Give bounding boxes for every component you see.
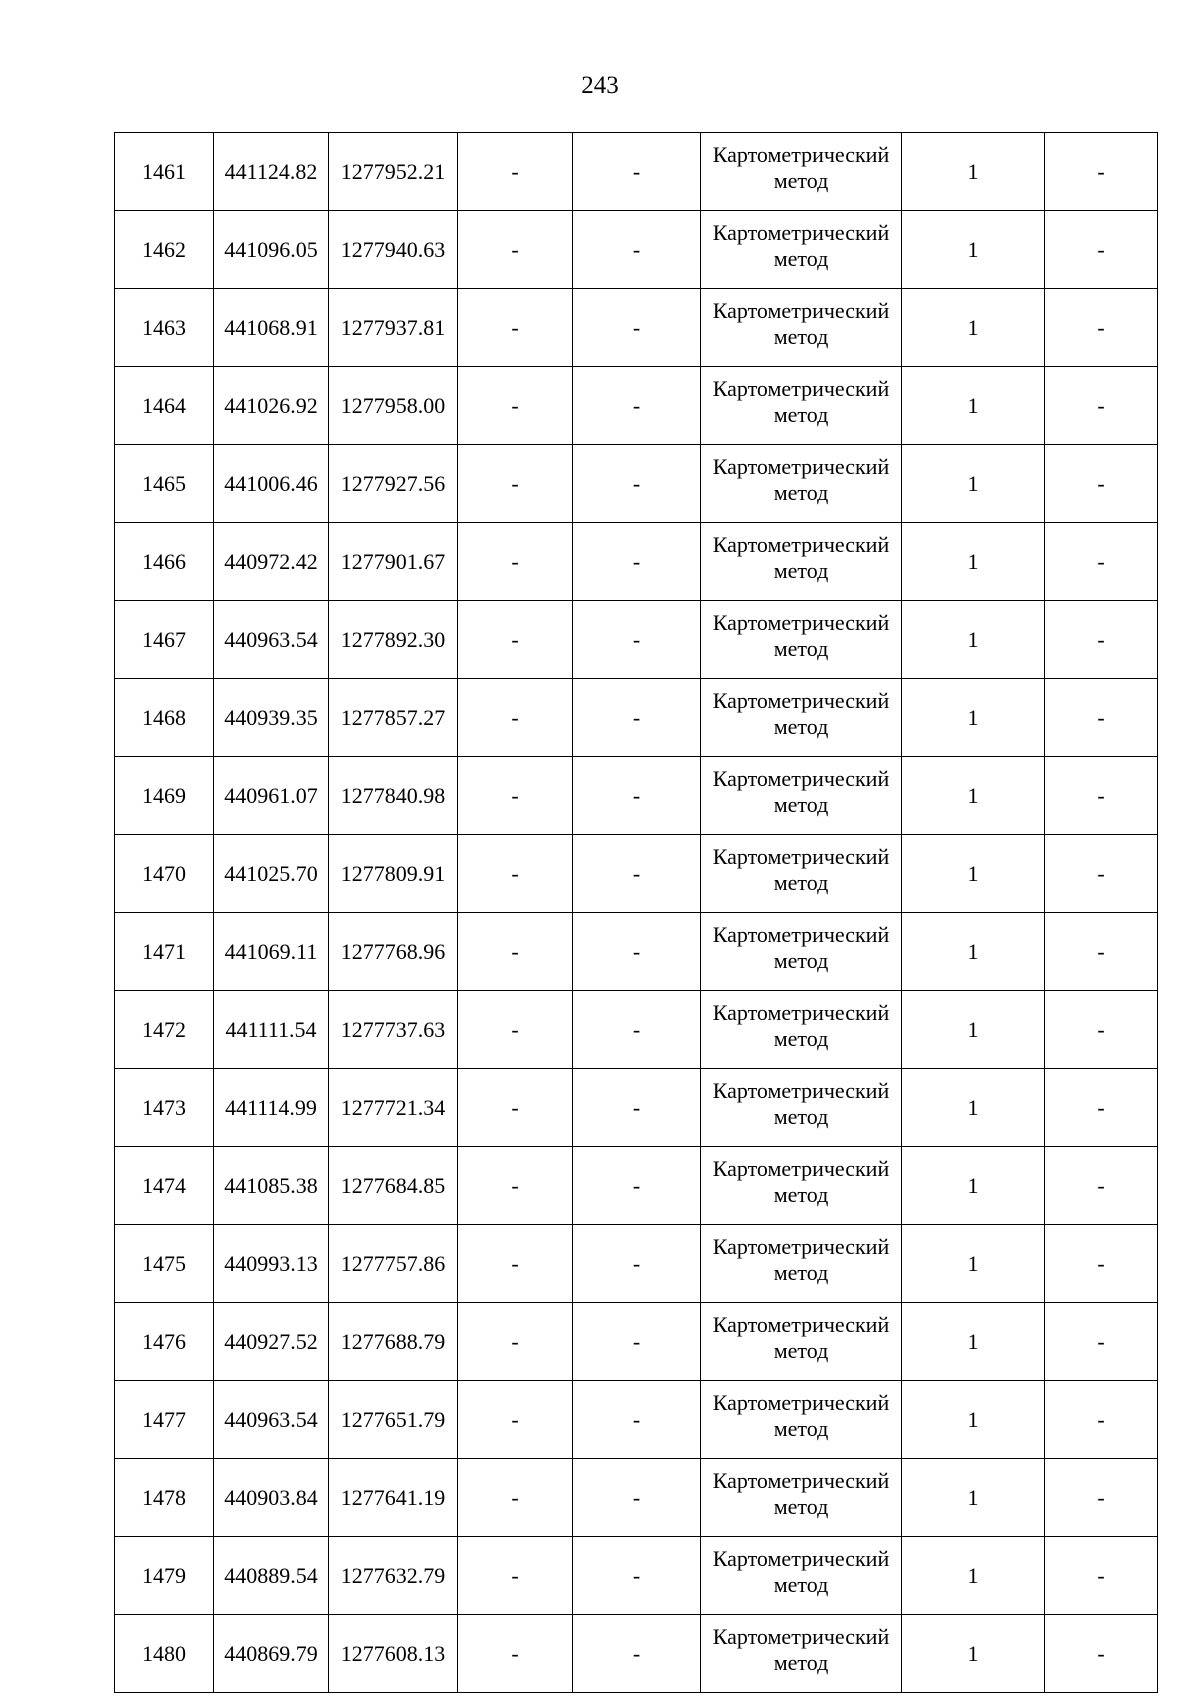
- column-4-cell: -: [458, 601, 573, 679]
- method-line-1: Картометрический: [712, 1623, 890, 1649]
- table-row: [115, 757, 1158, 835]
- method-cell: [701, 1303, 902, 1381]
- method-line-2: метод: [773, 1103, 829, 1129]
- y-coordinate-cell: 1277952.21: [329, 133, 458, 211]
- accuracy-cell: 1: [902, 835, 1045, 913]
- method-line-2: метод: [773, 1181, 829, 1207]
- method-line-2: метод: [773, 791, 829, 817]
- table-row: [115, 367, 1158, 445]
- method-line-1: Картометрический: [712, 375, 890, 401]
- column-5-cell: -: [573, 445, 701, 523]
- y-coordinate-cell: 1277651.79: [329, 1381, 458, 1459]
- method-line-1: Картометрический: [712, 1467, 890, 1493]
- method-line-1: Картометрический: [712, 999, 890, 1025]
- method-line-2: метод: [773, 713, 829, 739]
- x-coordinate-cell: 441026.92: [214, 367, 329, 445]
- column-8-cell: -: [1045, 367, 1158, 445]
- column-4-cell: -: [458, 445, 573, 523]
- table-row: [115, 211, 1158, 289]
- accuracy-cell: 1: [902, 133, 1045, 211]
- y-coordinate-cell: 1277937.81: [329, 289, 458, 367]
- method-line-1: Картометрический: [712, 1233, 890, 1259]
- method-line-1: Картометрический: [712, 219, 890, 245]
- table-row: [115, 1381, 1158, 1459]
- column-4-cell: -: [458, 835, 573, 913]
- method-line-2: метод: [773, 245, 829, 271]
- method-cell: [701, 913, 902, 991]
- method-line-1: Картометрический: [712, 1155, 890, 1181]
- y-coordinate-cell: 1277737.63: [329, 991, 458, 1069]
- column-5-cell: -: [573, 757, 701, 835]
- y-coordinate-cell: 1277892.30: [329, 601, 458, 679]
- x-coordinate-cell: 440939.35: [214, 679, 329, 757]
- y-coordinate-cell: 1277809.91: [329, 835, 458, 913]
- accuracy-cell: 1: [902, 211, 1045, 289]
- accuracy-cell: 1: [902, 1459, 1045, 1537]
- x-coordinate-cell: 440927.52: [214, 1303, 329, 1381]
- table-row: [115, 1069, 1158, 1147]
- point-number-cell: 1475: [115, 1225, 214, 1303]
- table-row: [115, 1147, 1158, 1225]
- method-cell: [701, 1459, 902, 1537]
- column-5-cell: -: [573, 211, 701, 289]
- column-4-cell: -: [458, 679, 573, 757]
- method-cell: [701, 367, 902, 445]
- column-8-cell: -: [1045, 1459, 1158, 1537]
- method-cell: [701, 679, 902, 757]
- method-line-2: метод: [773, 479, 829, 505]
- method-cell: [701, 1069, 902, 1147]
- x-coordinate-cell: 441085.38: [214, 1147, 329, 1225]
- method-cell: [701, 991, 902, 1069]
- point-number-cell: 1464: [115, 367, 214, 445]
- column-5-cell: -: [573, 601, 701, 679]
- x-coordinate-cell: 441111.54: [214, 991, 329, 1069]
- x-coordinate-cell: 441006.46: [214, 445, 329, 523]
- column-8-cell: -: [1045, 523, 1158, 601]
- table-row: [115, 1615, 1158, 1693]
- point-number-cell: 1471: [115, 913, 214, 991]
- accuracy-cell: 1: [902, 1381, 1045, 1459]
- point-number-cell: 1472: [115, 991, 214, 1069]
- method-line-1: Картометрический: [712, 765, 890, 791]
- page-number: 243: [581, 72, 619, 99]
- point-number-cell: 1470: [115, 835, 214, 913]
- table-row: [115, 991, 1158, 1069]
- column-5-cell: -: [573, 991, 701, 1069]
- point-number-cell: 1480: [115, 1615, 214, 1693]
- column-8-cell: -: [1045, 1303, 1158, 1381]
- x-coordinate-cell: 440961.07: [214, 757, 329, 835]
- accuracy-cell: 1: [902, 1615, 1045, 1693]
- method-line-2: метод: [773, 167, 829, 193]
- accuracy-cell: 1: [902, 1225, 1045, 1303]
- column-8-cell: -: [1045, 757, 1158, 835]
- y-coordinate-cell: 1277901.67: [329, 523, 458, 601]
- column-4-cell: -: [458, 1615, 573, 1693]
- column-5-cell: -: [573, 1381, 701, 1459]
- method-line-2: метод: [773, 869, 829, 895]
- method-cell: [701, 835, 902, 913]
- column-8-cell: -: [1045, 1381, 1158, 1459]
- column-4-cell: -: [458, 757, 573, 835]
- column-8-cell: -: [1045, 601, 1158, 679]
- x-coordinate-cell: 441096.05: [214, 211, 329, 289]
- method-cell: [701, 601, 902, 679]
- y-coordinate-cell: 1277641.19: [329, 1459, 458, 1537]
- accuracy-cell: 1: [902, 679, 1045, 757]
- column-5-cell: -: [573, 1537, 701, 1615]
- y-coordinate-cell: 1277684.85: [329, 1147, 458, 1225]
- table-row: [115, 679, 1158, 757]
- column-5-cell: -: [573, 1147, 701, 1225]
- column-4-cell: -: [458, 133, 573, 211]
- table-row: [115, 1537, 1158, 1615]
- x-coordinate-cell: 440993.13: [214, 1225, 329, 1303]
- table-row: [115, 913, 1158, 991]
- column-8-cell: -: [1045, 1147, 1158, 1225]
- column-5-cell: -: [573, 835, 701, 913]
- column-4-cell: -: [458, 289, 573, 367]
- point-number-cell: 1477: [115, 1381, 214, 1459]
- column-5-cell: -: [573, 133, 701, 211]
- x-coordinate-cell: 441025.70: [214, 835, 329, 913]
- method-line-2: метод: [773, 947, 829, 973]
- column-8-cell: -: [1045, 1225, 1158, 1303]
- method-line-2: метод: [773, 635, 829, 661]
- point-number-cell: 1469: [115, 757, 214, 835]
- accuracy-cell: 1: [902, 367, 1045, 445]
- method-cell: [701, 757, 902, 835]
- column-5-cell: -: [573, 1615, 701, 1693]
- method-line-1: Картометрический: [712, 297, 890, 323]
- x-coordinate-cell: 441124.82: [214, 133, 329, 211]
- method-line-2: метод: [773, 323, 829, 349]
- method-line-2: метод: [773, 1259, 829, 1285]
- method-line-1: Картометрический: [712, 843, 890, 869]
- method-cell: [701, 211, 902, 289]
- method-cell: [701, 523, 902, 601]
- column-4-cell: -: [458, 1225, 573, 1303]
- y-coordinate-cell: 1277632.79: [329, 1537, 458, 1615]
- column-8-cell: -: [1045, 1069, 1158, 1147]
- method-cell: [701, 1615, 902, 1693]
- accuracy-cell: 1: [902, 601, 1045, 679]
- y-coordinate-cell: 1277927.56: [329, 445, 458, 523]
- column-8-cell: -: [1045, 991, 1158, 1069]
- column-5-cell: -: [573, 1225, 701, 1303]
- method-line-1: Картометрический: [712, 141, 890, 167]
- column-4-cell: -: [458, 523, 573, 601]
- y-coordinate-cell: 1277721.34: [329, 1069, 458, 1147]
- y-coordinate-cell: 1277757.86: [329, 1225, 458, 1303]
- coordinates-table: [114, 132, 1158, 1693]
- accuracy-cell: 1: [902, 445, 1045, 523]
- table-body: [115, 133, 1158, 1693]
- accuracy-cell: 1: [902, 523, 1045, 601]
- column-5-cell: -: [573, 523, 701, 601]
- accuracy-cell: 1: [902, 757, 1045, 835]
- method-line-1: Картометрический: [712, 1389, 890, 1415]
- column-5-cell: -: [573, 1069, 701, 1147]
- column-4-cell: -: [458, 1381, 573, 1459]
- x-coordinate-cell: 440963.54: [214, 1381, 329, 1459]
- point-number-cell: 1476: [115, 1303, 214, 1381]
- table-row: [115, 289, 1158, 367]
- column-8-cell: -: [1045, 289, 1158, 367]
- x-coordinate-cell: 441068.91: [214, 289, 329, 367]
- column-8-cell: -: [1045, 133, 1158, 211]
- column-4-cell: -: [458, 913, 573, 991]
- column-5-cell: -: [573, 1303, 701, 1381]
- table-row: [115, 133, 1158, 211]
- method-cell: [701, 133, 902, 211]
- column-4-cell: -: [458, 1459, 573, 1537]
- column-5-cell: -: [573, 679, 701, 757]
- accuracy-cell: 1: [902, 1303, 1045, 1381]
- column-4-cell: -: [458, 1303, 573, 1381]
- method-line-2: метод: [773, 1493, 829, 1519]
- accuracy-cell: 1: [902, 991, 1045, 1069]
- table-row: [115, 445, 1158, 523]
- x-coordinate-cell: 440903.84: [214, 1459, 329, 1537]
- point-number-cell: 1479: [115, 1537, 214, 1615]
- y-coordinate-cell: 1277840.98: [329, 757, 458, 835]
- table-row: [115, 1303, 1158, 1381]
- point-number-cell: 1466: [115, 523, 214, 601]
- table-row: [115, 1225, 1158, 1303]
- method-line-1: Картометрический: [712, 531, 890, 557]
- method-line-1: Картометрический: [712, 453, 890, 479]
- table-row: [115, 523, 1158, 601]
- column-4-cell: -: [458, 211, 573, 289]
- point-number-cell: 1462: [115, 211, 214, 289]
- method-cell: [701, 1537, 902, 1615]
- point-number-cell: 1467: [115, 601, 214, 679]
- method-line-2: метод: [773, 1571, 829, 1597]
- column-5-cell: -: [573, 913, 701, 991]
- table-row: [115, 601, 1158, 679]
- method-line-1: Картометрический: [712, 687, 890, 713]
- method-line-1: Картометрический: [712, 921, 890, 947]
- method-line-2: метод: [773, 401, 829, 427]
- method-cell: [701, 1225, 902, 1303]
- x-coordinate-cell: 440889.54: [214, 1537, 329, 1615]
- column-8-cell: -: [1045, 445, 1158, 523]
- method-line-1: Картометрический: [712, 1545, 890, 1571]
- column-5-cell: -: [573, 1459, 701, 1537]
- column-8-cell: -: [1045, 679, 1158, 757]
- y-coordinate-cell: 1277940.63: [329, 211, 458, 289]
- method-cell: [701, 445, 902, 523]
- x-coordinate-cell: 440869.79: [214, 1615, 329, 1693]
- column-4-cell: -: [458, 1537, 573, 1615]
- x-coordinate-cell: 441114.99: [214, 1069, 329, 1147]
- method-line-2: метод: [773, 557, 829, 583]
- y-coordinate-cell: 1277688.79: [329, 1303, 458, 1381]
- column-5-cell: -: [573, 367, 701, 445]
- accuracy-cell: 1: [902, 1537, 1045, 1615]
- y-coordinate-cell: 1277608.13: [329, 1615, 458, 1693]
- point-number-cell: 1468: [115, 679, 214, 757]
- x-coordinate-cell: 440972.42: [214, 523, 329, 601]
- point-number-cell: 1465: [115, 445, 214, 523]
- column-8-cell: -: [1045, 835, 1158, 913]
- method-line-1: Картометрический: [712, 1311, 890, 1337]
- y-coordinate-cell: 1277958.00: [329, 367, 458, 445]
- accuracy-cell: 1: [902, 289, 1045, 367]
- point-number-cell: 1478: [115, 1459, 214, 1537]
- method-cell: [701, 1147, 902, 1225]
- method-cell: [701, 1381, 902, 1459]
- point-number-cell: 1461: [115, 133, 214, 211]
- method-line-2: метод: [773, 1337, 829, 1363]
- point-number-cell: 1463: [115, 289, 214, 367]
- method-line-1: Картометрический: [712, 609, 890, 635]
- column-4-cell: -: [458, 367, 573, 445]
- x-coordinate-cell: 440963.54: [214, 601, 329, 679]
- y-coordinate-cell: 1277768.96: [329, 913, 458, 991]
- table-row: [115, 1459, 1158, 1537]
- column-4-cell: -: [458, 1069, 573, 1147]
- column-8-cell: -: [1045, 211, 1158, 289]
- x-coordinate-cell: 441069.11: [214, 913, 329, 991]
- column-8-cell: -: [1045, 913, 1158, 991]
- column-4-cell: -: [458, 1147, 573, 1225]
- column-5-cell: -: [573, 289, 701, 367]
- table-row: [115, 835, 1158, 913]
- method-line-2: метод: [773, 1025, 829, 1051]
- method-line-2: метод: [773, 1649, 829, 1675]
- point-number-cell: 1473: [115, 1069, 214, 1147]
- method-line-2: метод: [773, 1415, 829, 1441]
- y-coordinate-cell: 1277857.27: [329, 679, 458, 757]
- point-number-cell: 1474: [115, 1147, 214, 1225]
- accuracy-cell: 1: [902, 1147, 1045, 1225]
- column-8-cell: -: [1045, 1615, 1158, 1693]
- column-4-cell: -: [458, 991, 573, 1069]
- accuracy-cell: 1: [902, 913, 1045, 991]
- column-8-cell: -: [1045, 1537, 1158, 1615]
- accuracy-cell: 1: [902, 1069, 1045, 1147]
- method-line-1: Картометрический: [712, 1077, 890, 1103]
- method-cell: [701, 289, 902, 367]
